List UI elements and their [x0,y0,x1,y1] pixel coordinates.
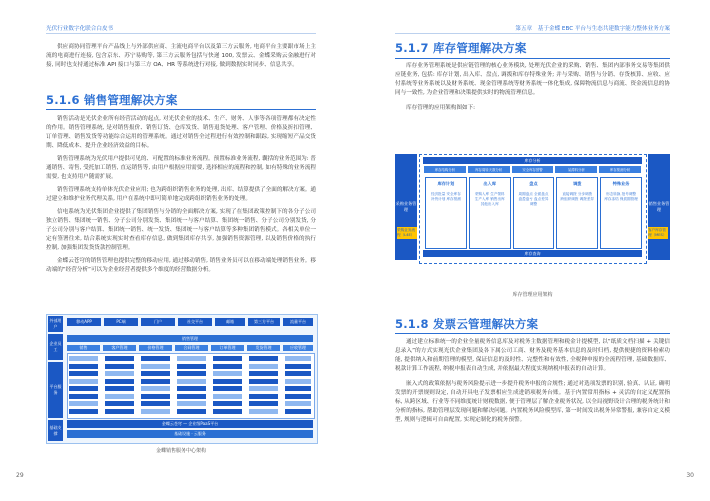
bottom-bar: 库存查询 [423,250,642,257]
left-side-label: 采购业务管理 [395,201,417,212]
side-label-foundation: 基础支撑 [48,420,63,441]
inventory-architecture-diagram [395,140,670,272]
module-cell [141,364,170,369]
feature-column [513,177,555,249]
module-cell [69,394,98,399]
module-cell [141,409,170,414]
group-header: 发货管理 [247,345,280,351]
side-label-external: 外部用户 [48,316,63,332]
header-rule [395,33,670,34]
module-cell [177,394,206,399]
right-side-label: 销售业务管理 [648,201,670,212]
module-cell [69,356,98,361]
module-cell [105,386,134,391]
feature-column-items: 周期盘点 全面盘点 盘盈盘亏 盘点差异 调整 [518,192,549,207]
module-cell [285,401,311,406]
intro-paragraph: 供应商协同管理平台产品线上与外部供应商、主流电商平台以及第三方云服务, 电商平台主要跟市场上主流的电商进行连接, 包含京东、苏宁易购等, 第三方云服务包括与快递 100, 发票云、金蝶采购云金融进行对接, 同时也支持通过标准 API 接口与第三方 OA、HR 等系统进行对接, 做到数据实时同步、信息共享。 [46,44,316,68]
intro-block [46,43,316,70]
left-side-box [395,154,417,260]
group-header: 应收管理 [283,345,313,351]
feature-column-items: 直接调拨 分步调拨 跨组织调拨 调拨差异 [560,192,595,202]
channel-item: 第三方平台 [248,318,280,326]
module-cell [177,409,206,414]
module-cell [249,356,278,361]
module-cell [213,371,242,376]
module-cell [213,394,242,399]
section-title: 5.1.8 发票云管理解决方案 [395,317,539,331]
feature-column-title: 特殊业务 [612,181,630,186]
module-cell [69,371,98,376]
group-header: 订单管理 [211,345,244,351]
paragraph: 信电系统为光伏集团企业提供了集团销售与分销的全面解决方案, 实现了在集团政策控制下的各分子公司独立销售、集团统一销售、分子公司分别发货、集团统一与客户结算、集团统一销售、分子公司分别发货, 分子公司分别与客户结算、集团统一销售、统一发货、集团统一与客户结算等多种集团销售模式。各相关单位一定有签署往来, 结合系统实现实时查看库存信息, 做到集团库存共享, 加强销售资源管理, 以及销售价格的执行控制, 加强集团发货货款控制管理。 [46,209,316,251]
module-cell [141,401,170,406]
module-cell [285,409,311,414]
running-header: 光伏行业数字化联合白皮书 [46,26,114,32]
core-title-bar: 销售管理 [67,335,313,342]
module-cell [213,379,242,384]
module-cell [177,364,206,369]
section-rule [395,333,670,334]
module-cell [249,409,278,414]
channel-item: 门户 [141,318,175,326]
module-cell [285,386,311,391]
paragraph: 销售管理系统支持单体光伏企业应用; 也为跨组织销售业务的处理, 出库、结算提供了全面的解决方案。通过建立和维护业务代理关系, 用户在系统中即可简单地完成跨组织销售业务的处理。 [46,187,316,202]
paragraph: 金蝶云苍穹的销售管理也提供完整的移动应用, 通过移动销售, 销售业务员可以在移动端处理销售业务。移动端的“经营分析”可以为企业经营者提供多个维度的经营数据分析。 [46,258,316,273]
page-number: 29 [16,472,24,479]
sales-architecture-diagram [46,314,318,444]
group-header: 价格管理 [139,345,172,351]
module-cell [249,379,278,384]
module-cell [285,364,311,369]
module-cell [105,364,134,369]
module-cell [213,401,242,406]
module-cell [105,409,134,414]
group-header: 销售 [67,345,100,351]
top-item: 库存周转天数分析 [468,166,510,173]
module-cell [285,379,311,384]
module-cell [105,379,134,384]
right-side-box [648,154,670,260]
right-sub-label: 客户库存管理（MES） [648,228,667,237]
module-cell [141,379,170,384]
feature-column-items: 形态转换 批号调整 库存冻结 保质期管理 [604,192,638,202]
top-item: 库存预测分析 [599,166,641,173]
paragraph: 销售管理系统为光伏用户提供可见的、可配置的标准业务流程。预置标准业务流程, 囊括的业务范围为: 普通销售、寄售, 受托加工销售, 直运销售等, 由用户根据应用需要, 选择相应的流程和控制, 如有特殊的业务流程需要, 也支持用户随需扩展。 [46,156,316,180]
infrastructure-bar: 基础设施 · 云服务 [67,430,313,438]
module-cell [105,356,134,361]
module-cell [249,401,278,406]
running-header: 第五章 基于金蝶 EBC 平台与生态共建数字能力整体业务方案 [515,26,670,32]
module-cell [249,394,278,399]
module-cell [141,394,170,399]
module-cell [105,401,134,406]
top-bar: 库存分析 [423,157,642,164]
header-rule [46,33,316,34]
module-cell [69,401,98,406]
left-sub-label: 采购业务流程（L4E） [397,227,417,239]
channel-item: 流量平台 [283,318,313,326]
section1-body [395,62,670,113]
top-item: 安全库存预警 [512,166,554,173]
side-label-employees: 企业员工 [48,334,63,360]
feature-column-items: 采购入库 生产领料 生产入库 销售出库 其他出入库 [474,192,505,207]
module-cell [213,364,242,369]
module-cell [177,371,206,376]
module-cell [177,356,206,361]
channel-item: PC端 [104,318,138,326]
module-cell [249,371,278,376]
module-cell [249,364,278,369]
group-header: 客户管理 [103,345,136,351]
page-number: 30 [686,472,694,479]
module-cell [69,379,98,384]
group-header: 合同管理 [175,345,208,351]
paragraph: 销售活动是光伏企业所有经营活动的起点, 对光伏企业的技术、生产、财务、人事等各项管理都有决定性的作用。销售管理系统, 是对销售报价、销售订货、仓库发货、销售退货处理、客户管理、价格及折扣管理、订单管理、销售发货等功能综合运用的管理系统。通过对销售全过程进行有效控制和跟踪, 实现缩短产品交货期、降低成本、提升企业经济效益的目标。 [46,116,316,149]
module-cell [69,409,98,414]
section-rule [395,58,670,59]
top-item: 库存结构分析 [424,166,466,173]
paragraph: 库存管理的应用架构图如下: [406,105,476,111]
feature-column [600,177,642,249]
module-cell [69,364,98,369]
channel-item: 邮箱 [215,318,245,326]
figure-caption: 库存管理应用架构 [512,292,553,298]
channel-item: 移动APP [67,318,101,326]
feature-column [469,177,511,249]
section-rule [46,109,316,110]
module-cell [177,386,206,391]
section2-body [395,338,670,425]
top-item: 呆滞料分析 [555,166,597,173]
feature-column [425,177,467,249]
module-cell [285,371,311,376]
module-cell [249,386,278,391]
figure-caption: 金蝶销售服务中心架构 [155,448,206,454]
module-cell [69,386,98,391]
feature-column-title: 盘点 [529,181,538,186]
section-body [46,115,316,275]
feature-column-title: 出入库 [483,181,496,186]
module-cell [141,371,170,376]
module-cell [285,356,311,361]
feature-column-title: 调拨 [573,181,582,186]
module-cell [105,394,134,399]
paragraph: 嵌入式的政策依据与税务风险提示进一步提升税务申报的合规性; 通过对选项发票的识别, 验真、认证, 确明发票的开票规则设定, 自动开具电子发票相应生成进销项税务台账。基于内置常用指标 + 灵活的自定义配置指标, 从跨区域、行业等不同维度统计财税数据, 便于管理层了解企业税务状况, 以全局视野设计合理的税务统计和分析的指标, 帮助管理层发现问题和解决问题。内置税务风险模型库, 第一时间发出税务异常警报, 兼容自定义模型, 规则与逻辑可自由配置, 实现定制化的税务预警。 [395,381,670,423]
section-title: 5.1.6 销售管理解决方案 [46,93,178,107]
module-cell [213,386,242,391]
module-cell [177,401,206,406]
module-cell [177,379,206,384]
feature-column-items: 经济批量 安全库存 补货计划 库存预测 [430,192,461,202]
paragraph: 通过建立标准统一的企业全量税务信息库及对税务主数据管理和税金计提模型, 以“纸质文档扫描 + 关键信息录入”的方式实现光伏企业集团及各下属公司工商、财务及税务基本信息的及时归档, 提供便捷的资料检索功能, 提供纳入和前期管理的模型, 保证信息的及时性、完整性和有效性, 全税种申报的全流程管理, 基础数据库、税款计算工作流程, 纳税申报表自动生成, 并依据最大程度实现纳税申报表的自动计算。 [395,339,670,372]
base-platform-bar: 金蝶云苍穹 — 企业级PaaS平台 [67,420,313,428]
module-cell [141,356,170,361]
section-title: 5.1.7 库存管理解决方案 [395,41,527,55]
module-cell [105,371,134,376]
channel-item: 社交平台 [178,318,212,326]
feature-column [556,177,598,249]
module-cell [285,394,311,399]
side-label-platform: 平台服务 [48,362,63,418]
module-cell [213,356,242,361]
paragraph: 库存业务管理系统是供应链管理的核心业务模块, 处理光伏企业的采购、销售、集团内部事务交易等集团供应链业务, 包括: 库存计划, 出入库、盘点, 调拨和库存特殊业务; 并与采购、销售与分销、存货核算、应收、应付系统等业务系统以及财务系统、现金管理系统等财务系统一体化集成, 保障物流信息与商流、资金流信息的协同与一致性, 为企业管理和决策提供实时的物流管理信息。 [395,63,670,96]
feature-column-title: 库存计划 [437,181,455,186]
module-cell [141,386,170,391]
module-cell [213,409,242,414]
right-page [355,0,710,501]
